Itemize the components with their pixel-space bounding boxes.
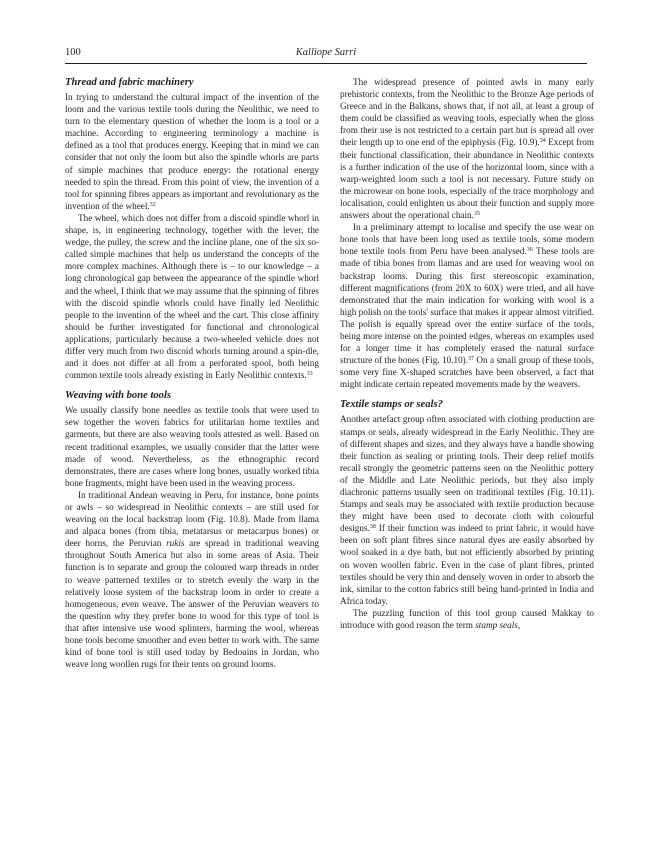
emphasis: rukis bbox=[166, 538, 185, 549]
paragraph-text: If their function was indeed to print fabric, it would have been on soft plant fibres since natural dyes are easily absorbed by wool soaked in a dye bath, but not efficiently absorbed by printing on woven woollen fabric. Even in the case of plant fibres, printed textiles should be very thin and densely woven in order to absorb the ink, similar to the cotton fabrics still being hand-printed in India and Africa today. bbox=[340, 523, 594, 606]
footnote-ref: 36 bbox=[526, 247, 533, 254]
paragraph bbox=[340, 413, 594, 607]
paragraph-text: In trying to understand the cultural impact of the invention of the loom and the various textile tools during the Neolithic, we need to turn to the elementary question of whether the loom is a tool or a machine. According to engineering terminology a machine is defined as a tool that produces energy. Keeping that in mind we can consider that not only the loom but also the spindle whorls are parts of simple machines that produce energy: the rotational energy needed to spin the thread. From this point of view, the invention of a tool for spinning fibres appears as important and revolutionary as the invention of the wheel. bbox=[65, 92, 319, 211]
page-header bbox=[65, 46, 587, 60]
paragraph bbox=[65, 212, 319, 381]
footnote-ref: 32 bbox=[149, 201, 156, 208]
paragraph bbox=[65, 489, 319, 670]
running-head: Kalliope Sarri bbox=[295, 47, 357, 58]
right-column bbox=[340, 76, 594, 631]
section-heading-bone: Weaving with bone tools bbox=[65, 390, 172, 402]
page-number: 100 bbox=[65, 47, 81, 58]
paragraph bbox=[340, 221, 594, 390]
paragraph bbox=[65, 404, 319, 489]
paragraph-text: In a preliminary attempt to localise and specify the use wear on bone tools that have been long used as textile tools, some modern bone textile tools from Peru have been analysed. bbox=[340, 222, 594, 257]
paragraph-text: Another artefact group often associated with clothing production are stamps or seals, already widespread in the Early Neolithic. They are of different shapes and sizes, and they always have a handle showing their function as sealing or printing tools. Their deep relief motifs recall strongly the geometric patterns seen on the Neolithic pottery of the Middle and Late Neolithic periods, but they also imply diachronic patterns usually seen on traditional textiles (Fig. 10.11). Stamps and seals may be associated with textile production because they might have been used to decorate cloth with colourful designs. bbox=[340, 414, 594, 534]
footnote-ref: 35 bbox=[473, 211, 480, 218]
paragraph-text: On a small group of these tools, some very fine X-shaped scratches have been observed, a fact that might indicate certain repeated movements made by the weavers. bbox=[340, 355, 594, 390]
paragraph-text: In traditional Andean weaving in Peru, for instance, bone points or awls – so widespread in Neolithic contexts – are still used for weaving on the local backstrap loom (Fig. 10.8). Made from llama and alpaca bones (from tibia, metatarsus or metacarpus bones) or deer horns, the Peruvian bbox=[65, 489, 319, 549]
left-column bbox=[65, 76, 319, 670]
footnote-ref: 38 bbox=[369, 524, 376, 531]
paragraph-text: We usually classify bone needles as textile tools that were used to sew together the woven fabrics for utilitarian home textiles and garments, but there are also weaving tools attested as well. Based on recent traditional examples, we usually consider that the latter were made of wood. Nevertheless, as the ethnographic record demonstrates, there are cases where long bones, usually worked tibia bone fragments, might have been used in the weaving process. bbox=[65, 405, 319, 488]
section-heading-stamps: Textile stamps or seals? bbox=[340, 399, 443, 411]
paragraph-text: Except from their functional classification, their abundance in Neolithic contexts is a further indication of the use of the horizontal loom, since with a warp-weighted loom such a tool is not necessary. Future study on the microwear on bone tools, especially of the trace morphology and localisation, could enlighten us about their function and supply more answers about the operational chain. bbox=[340, 137, 594, 221]
paragraph bbox=[340, 76, 594, 221]
section-heading-thread: Thread and fabric machinery bbox=[65, 77, 194, 88]
footnote-ref: 33 bbox=[306, 371, 313, 378]
paragraph-text: The puzzling function of this tool group caused Makkay to introduce with good reason the term bbox=[340, 607, 594, 631]
paragraph-text: , bbox=[517, 620, 521, 631]
footnote-ref: 34 bbox=[539, 138, 546, 145]
paragraph-text: These tools are made of tibia bones from llamas and are used for weaving wool on backstrap looms. During this first stereoscopic examination, different magnifications (from 20X to 60X) were tried, and all have demonstrated that the main indication for working with wool is a high polish on the tools' surface that makes it appear almost vitrified. The polish is equally spread over the entire surface of the tools, being more intense on the pointed edges, whereas on examples used for a longer time it has completely erased the natural surface structure of the bones (Fig. 10.10). bbox=[340, 246, 595, 366]
paragraph bbox=[340, 607, 594, 631]
paragraph-text: The widespread presence of pointed awls in many early prehistoric contexts, from the Neolithic to the Bronze Age periods of Greece and in the Balkans, shows that, if not all, at least a group of them could be classified as weaving tools, especially when the gloss from their use is not restricted to a certain part but is spread all over their length up to one end of the epiphysis (Fig. 10.9). bbox=[340, 77, 594, 148]
header-rule bbox=[65, 63, 587, 64]
paragraph-text: The wheel, which does not differ from a discoid spindle whorl in shape, is, in engineering technology, together with the lever, the wedge, the pulley, the screw and the incline plane, one of the six so-called simple machines that help us understand the concepts of the more complex machines. Although there is – to our knowledge – a long chronological gap between the appearance of the spindle whorl and the wheel, I think that we may assume that the spinning of fibres with the discoid spindle whorls could have finally led Neolithic people to the invention of the wheel and the cart. This close affinity should be further investigated for functional and chronological applications, particularly because a two-wheeled vehicle does not differ very much from two discoid whorls turning around a spin-dle, and it does not differ at all from a perforated spool, both being common textile tools already existing in Early Neolithic contexts. bbox=[65, 212, 319, 381]
footnote-ref: 37 bbox=[468, 356, 474, 363]
paragraph bbox=[65, 91, 319, 212]
emphasis: stamp seals bbox=[475, 620, 518, 631]
paragraph-text: are spread in traditional weaving throughout South America but also in some areas of Asia. Their function is to separate and group the coloured warp threads in order to weave patterned textiles or to stretch evenly the warp in the relatively loose system of the backstrap loom in order to create a homogeneous, even weave. The answer of the Peruvian weavers to the question why they prefer bone to wood for this type of tool is that after intensive use wood splinters, harming the wool, whereas bone tools become smoother and even better to work with. The same kind of bone tool is still used today by Bedouins in Jordan, who weave long woollen rugs for their tents on ground looms. bbox=[65, 538, 320, 670]
